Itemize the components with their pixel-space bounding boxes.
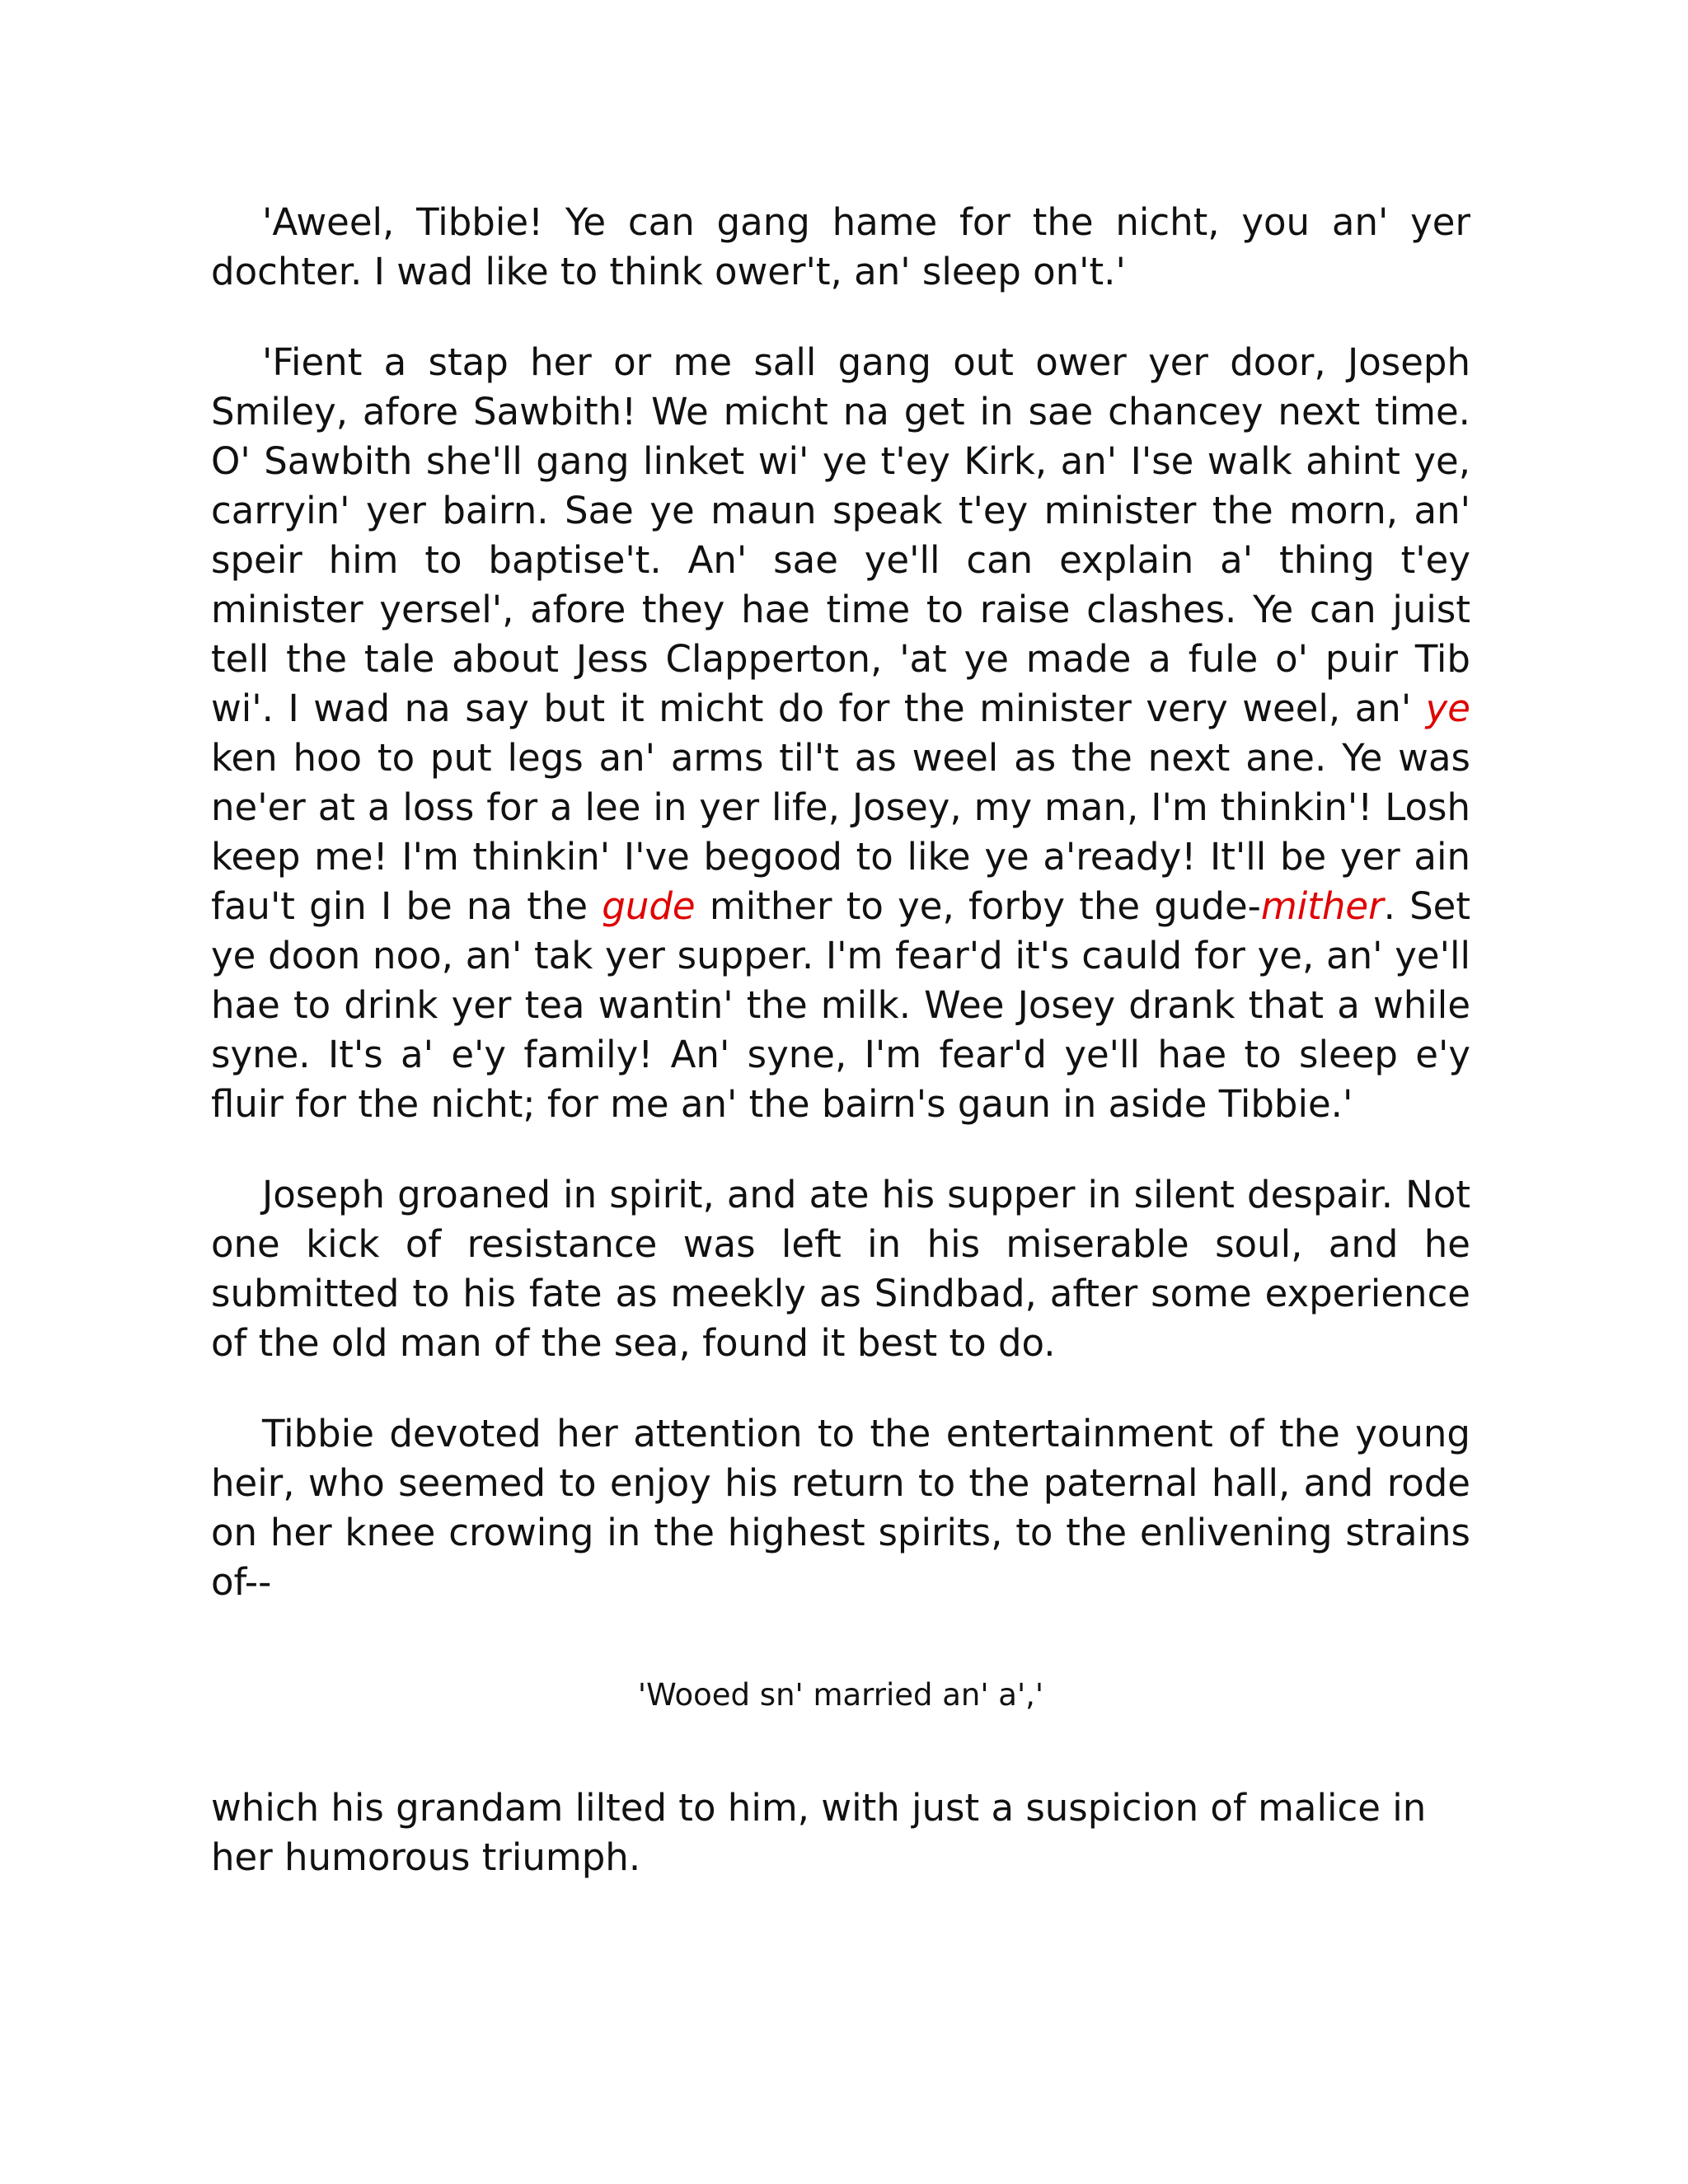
verse-quote: 'Wooed sn' married an' a',' [637, 1677, 1044, 1713]
paragraph-3: Joseph groaned in spirit, and ate his supper in silent despair. Not one kick of resistance was left in his miserable soul, and he submitted to his fate as meekly as Sindbad, after some experience of the old man of the sea, found it best to do. [211, 1173, 1470, 1365]
paragraph-4: Tibbie devoted her attention to the entertainment of the young heir, who seemed to enjoy his return to the paternal hall, and rode on her knee crowing in the highest spirits, to the enlivening strains of-- [211, 1412, 1470, 1604]
emphasis-gude: gude [602, 884, 696, 928]
paragraph-2-text-4: . Set ye doon noo, an' tak yer supper. I'm fear'd it's cauld for ye, an' ye'll hae to drink yer tea wantin' the milk. Wee Josey drank that a while syne. It's a' e'y family! An' syne, I'm fear'd ye'll hae to sleep e'y fluir for the nicht; for me an' the bairn's gaun in aside Tibbie.' [211, 884, 1470, 1126]
paragraph-2-text-1: 'Fient a stap her or me sall gang out ower yer door, Joseph Smiley, afore Sawbith! We micht na get in sae chancey next time. O' Sawbith she'll gang linket wi' ye t'ey Kirk, an' I'se walk ahint ye, carryin' yer bairn. Sae ye maun speak t'ey minister the morn, an' speir him to baptise't. An' sae ye'll can explain a' thing t'ey minister yersel', afore they hae time to raise clashes. Ye can juist tell the tale about Jess Clapperton, 'at ye made a fule o' puir Tib wi'. I wad na say but it micht do for the minister very weel, an' [211, 340, 1470, 730]
paragraph-2-text-3: mither to ye, forby the gude- [695, 884, 1261, 928]
page-body [211, 198, 1470, 1924]
emphasis-mither: mither [1260, 884, 1384, 928]
paragraph-5: which his grandam lilted to him, with just a suspicion of malice in her humorous triumph. [211, 1786, 1427, 1879]
paragraph-1: 'Aweel, Tibbie! Ye can gang hame for the nicht, you an' yer dochter. I wad like to think ower't, an' sleep on't.' [211, 200, 1470, 293]
emphasis-ye: ye [1425, 687, 1470, 730]
paragraph-2 [211, 338, 1470, 1129]
paragraph-2-text-2: ken hoo to put legs an' arms til't as weel as the next ane. Ye was ne'er at a loss for a lee in yer life, Josey, my man, I'm thinkin'! Losh keep me! I'm thinkin' I've begood to like ye a'ready! It'll be yer ain fau't gin I be na the [211, 736, 1470, 928]
